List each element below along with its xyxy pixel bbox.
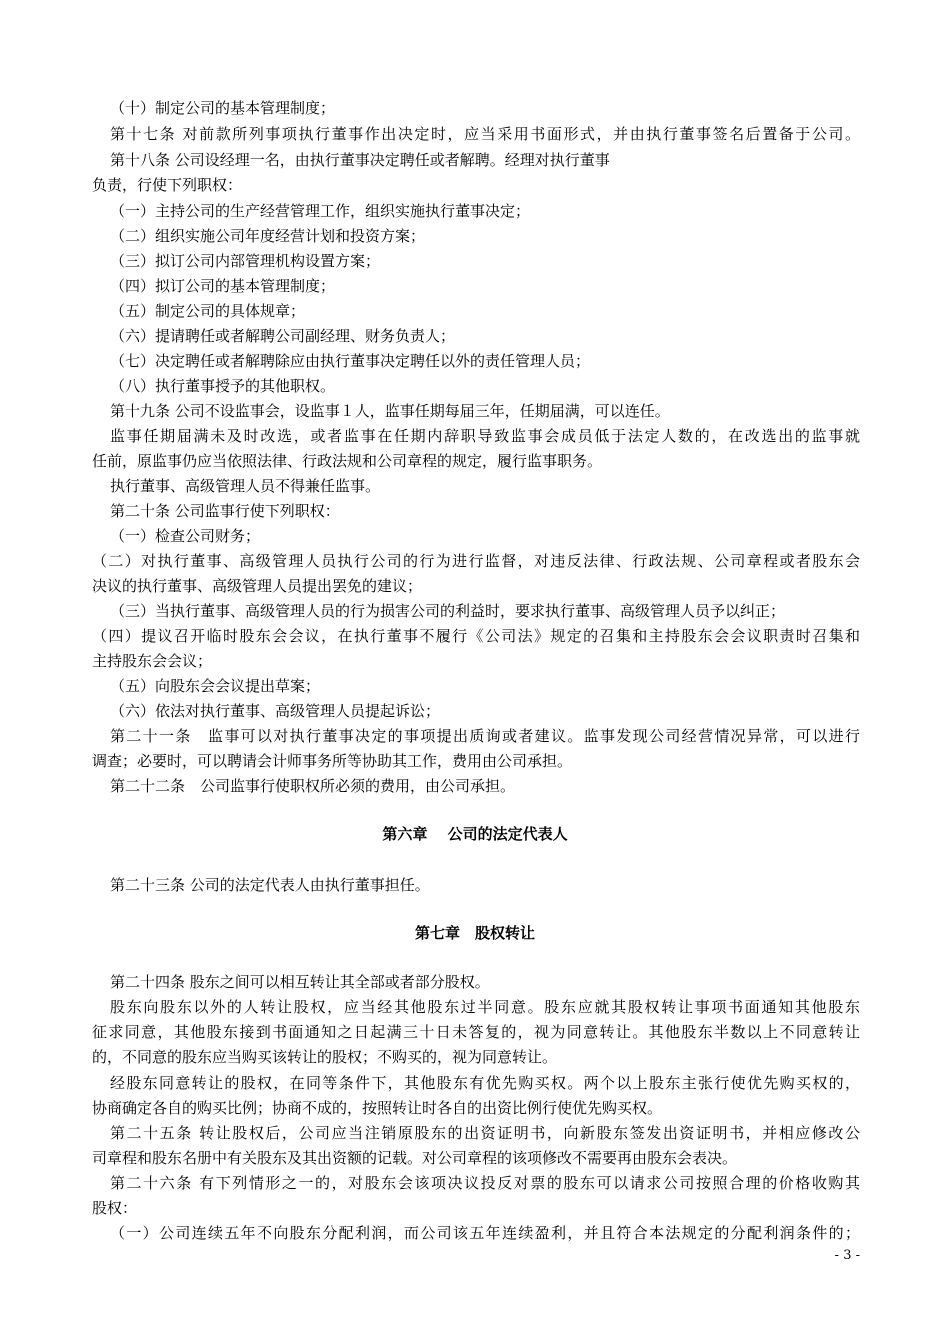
text-line: 第二十三条 公司的法定代表人由执行董事担任。 [110, 876, 430, 894]
text-line: 征求同意，其他股东接到书面通知之日起满三十日未答复的，视为同意转让。其他股东半数以上不同意转让 [92, 1023, 860, 1041]
text-line: （八）执行董事授予的其他职权。 [110, 377, 336, 395]
text-line: （四）拟订公司的基本管理制度； [110, 277, 336, 295]
text-line: （一）公司连续五年不向股东分配利润，而公司该五年连续盈利，并且符合本法规定的分配利润条件的； [110, 1224, 860, 1242]
text-line: 调查；必要时，可以聘请会计师事务所等协助其工作，费用由公司承担。 [92, 752, 573, 770]
text-line: 负责，行使下列职权： [92, 176, 243, 194]
text-line: 协商确定各自的购买比例；协商不成的，按照转让时各自的出资比例行使优先购买权。 [92, 1099, 663, 1117]
text-line: （一）检查公司财务； [110, 527, 261, 545]
page-number: - 3 - [834, 1248, 860, 1263]
chapter-heading: 第七章 股权转让 [414, 924, 535, 942]
text-line: 第二十二条 公司监事行使职权所必须的费用，由公司承担。 [110, 777, 516, 795]
text-line: 第十七条 对前款所列事项执行董事作出决定时，应当采用书面形式，并由执行董事签名后置备于公司。 [110, 125, 860, 143]
text-line: 第二十条 公司监事行使下列职权： [110, 502, 340, 520]
text-line: 任前，原监事仍应当依照法律、行政法规和公司章程的规定，履行监事职务。 [92, 452, 603, 470]
text-line: （一）主持公司的生产经营管理工作，组织实施执行董事决定； [110, 202, 531, 220]
text-line: 决议的执行董事、高级管理人员提出罢免的建议； [92, 577, 423, 595]
text-line: 执行董事、高级管理人员不得兼任监事。 [110, 477, 381, 495]
chapter-heading: 第六章 公司的法定代表人 [382, 825, 568, 843]
text-line: 第二十一条 监事可以对执行董事决定的事项提出质询或者建议。监事发现公司经营情况异常，可以进行 [110, 727, 860, 745]
text-line: 监事任期届满未及时改选，或者监事在任期内辞职导致监事会成员低于法定人数的，在改选出的监事就 [110, 427, 860, 445]
text-line: （六）依法对执行董事、高级管理人员提起诉讼； [110, 702, 441, 720]
text-line: （七）决定聘任或者解聘除应由执行董事决定聘任以外的责任管理人员； [110, 352, 591, 370]
text-line: 第二十四条 股东之间可以相互转让其全部或者部分股权。 [110, 973, 490, 991]
text-line: （五）向股东会会议提出草案； [110, 677, 321, 695]
text-line: （三）拟订公司内部管理机构设置方案； [110, 252, 381, 270]
text-line: 股东向股东以外的人转让股权，应当经其他股东过半同意。股东应就其股权转让事项书面通知其他股东 [110, 998, 860, 1016]
text-line: （三）当执行董事、高级管理人员的行为损害公司的利益时，要求执行董事、高级管理人员予以纠正； [110, 602, 786, 620]
text-line: 第二十五条 转让股权后，公司应当注销原股东的出资证明书，向新股东签发出资证明书，并相应修改公 [110, 1124, 860, 1142]
text-line: （六）提请聘任或者解聘公司副经理、财务负责人； [110, 327, 456, 345]
text-line: 经股东同意转让的股权，在同等条件下，其他股东有优先购买权。两个以上股东主张行使优先购买权的， [110, 1074, 860, 1092]
text-line: （四）提议召开临时股东会会议，在执行董事不履行《公司法》规定的召集和主持股东会会议职责时召集和 [92, 627, 860, 645]
text-line: 主持股东会会议； [92, 652, 213, 670]
text-line: 司章程和股东名册中有关股东及其出资额的记载。对公司章程的该项修改不需要再由股东会表决。 [92, 1149, 738, 1167]
text-line: （二）对执行董事、高级管理人员执行公司的行为进行监督，对违反法律、行政法规、公司章程或者股东会 [92, 552, 860, 570]
text-line: 第十八条 公司设经理一名，由执行董事决定聘任或者解聘。经理对执行董事 [110, 151, 610, 169]
text-line: 股权： [92, 1199, 138, 1217]
text-line: （十）制定公司的基本管理制度； [110, 99, 336, 117]
text-line: 第二十六条 有下列情形之一的，对股东会该项决议投反对票的股东可以请求公司按照合理的价格收购其 [110, 1174, 860, 1192]
text-line: （五）制定公司的具体规章； [110, 302, 306, 320]
text-line: （二）组织实施公司年度经营计划和投资方案； [110, 227, 426, 245]
text-line: 第十九条 公司不设监事会，设监事１人，监事任期每届三年，任期届满，可以连任。 [110, 402, 670, 420]
text-line: 的，不同意的股东应当购买该转让的股权；不购买的，视为同意转让。 [92, 1048, 558, 1066]
